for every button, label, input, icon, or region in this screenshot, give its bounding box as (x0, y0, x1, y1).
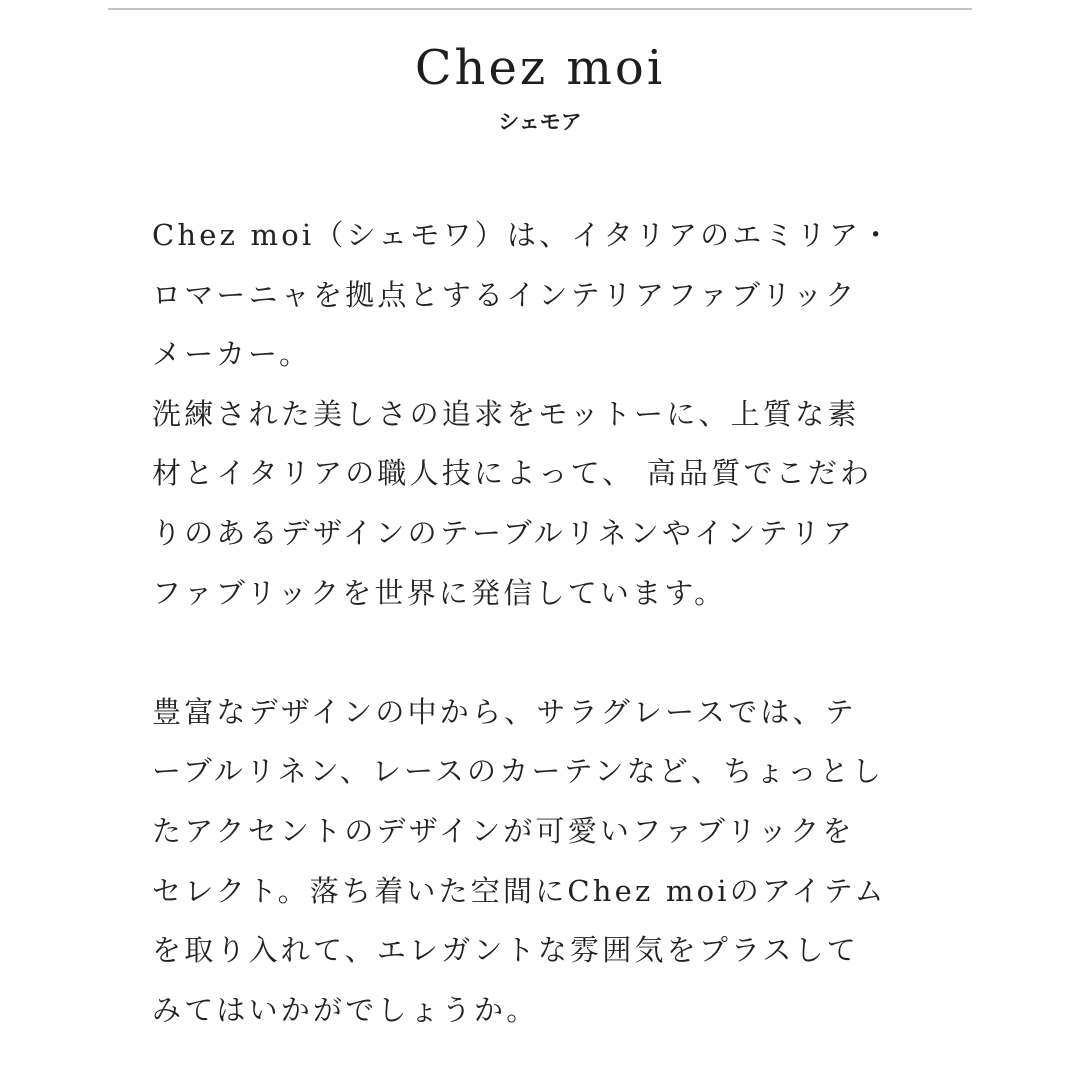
paragraph-spacer (152, 623, 932, 683)
text-line: Chez moi（シェモワ）は、イタリアのエミリア・ (152, 218, 894, 252)
text-line: ロマーニャを拠点とするインテリアファブリック (152, 277, 858, 312)
brand-subtitle: シェモア (498, 109, 582, 134)
text-line: みてはいかがでしょうか。 (152, 992, 539, 1027)
text-line: セレクト。落ち着いた空間にChez moiのアイテム (152, 873, 887, 908)
text-line: たアクセントのデザインが可愛いファブリックを (152, 813, 855, 848)
text-line: りのあるデザインのテーブルリネンやインテリア (152, 515, 856, 550)
text-line: 豊富なデザインの中から、サラグレースでは、テ (152, 694, 857, 729)
text-line: 材とイタリアの職人技によって、 高品質でこだわ (152, 456, 873, 491)
text-line: 洗練された美しさの追求をモットーに、上質な素 (152, 396, 860, 431)
paragraph-intro (152, 206, 932, 623)
top-divider (108, 8, 972, 10)
text-line: ファブリックを世界に発信しています。 (152, 575, 727, 610)
paragraph-selection (152, 683, 932, 1041)
text-line: メーカー。 (152, 337, 312, 372)
text-line: を取り入れて、エレガントな雰囲気をプラスして (152, 933, 859, 968)
brand-title: Chez moi (414, 40, 666, 96)
description-body (152, 206, 932, 1040)
text-line: ーブルリネン、レースのカーテンなど、ちょっとし (152, 754, 885, 789)
